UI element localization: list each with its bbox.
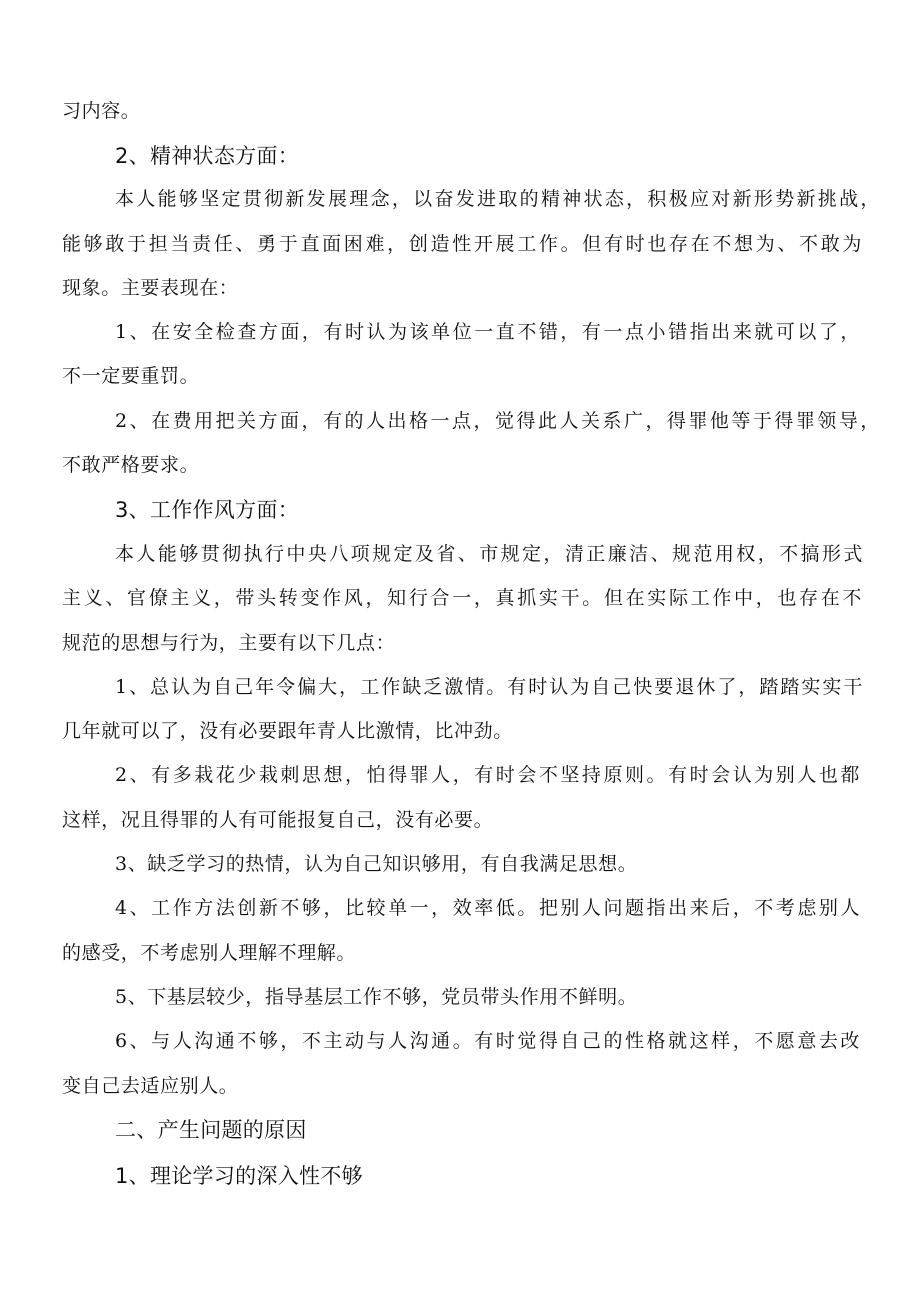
- paragraph-line: 的感受，不考虑别人理解不理解。: [62, 942, 357, 964]
- paragraph-line: 2、有多栽花少栽刺思想，怕得罪人，有时会不坚持原则。有时会认为别人也都: [115, 764, 860, 786]
- paragraph-line: 主义、官僚主义，带头转变作风，知行合一，真抓实干。但在实际工作中，也存在不: [62, 587, 862, 609]
- paragraph-line: 本人能够坚定贯彻新发展理念，以奋发进取的精神状态，积极应对新形势新挑战，: [115, 188, 880, 210]
- section-heading-theory-study: 1、理论学习的深入性不够: [115, 1164, 363, 1188]
- paragraph-line: 能够敢于担当责任、勇于直面困难，创造性开展工作。但有时也存在不想为、不敢为: [62, 233, 862, 255]
- paragraph-line: 不敢严格要求。: [62, 454, 200, 476]
- paragraph-line: 规范的思想与行为，主要有以下几点：: [62, 632, 396, 654]
- paragraph-line: 5、下基层较少，指导基层工作不够，党员带头作用不鲜明。: [115, 986, 638, 1008]
- section-heading-workstyle: 3、工作作风方面：: [115, 498, 300, 522]
- paragraph-line: 4、工作方法创新不够，比较单一，效率低。把别人问题指出来后，不考虑别人: [115, 897, 860, 919]
- paragraph-line: 这样，况且得罪的人有可能报复自己，没有必要。: [62, 809, 494, 831]
- paragraph-line: 1、在安全检查方面，有时认为该单位一直不错，有一点小错指出来就可以了，: [115, 321, 860, 343]
- continuation-line: 习内容。: [62, 100, 141, 122]
- paragraph-line: 几年就可以了，没有必要跟年青人比激情，比冲劲。: [62, 720, 513, 742]
- paragraph-line: 现象。主要表现在：: [62, 277, 239, 299]
- paragraph-line: 6、与人沟通不够，不主动与人沟通。有时觉得自己的性格就这样，不愿意去改: [115, 1030, 860, 1052]
- paragraph-line: 不一定要重罚。: [62, 365, 200, 387]
- paragraph-line: 本人能够贯彻执行中央八项规定及省、市规定，清正廉洁、规范用权，不搞形式: [115, 543, 863, 565]
- paragraph-line: 1、总认为自己年令偏大，工作缺乏激情。有时认为自己快要退休了，踏踏实实干: [115, 676, 863, 698]
- section-heading-spirit: 2、精神状态方面：: [115, 144, 300, 168]
- paragraph-line: 2、在费用把关方面，有的人出格一点，觉得此人关系广，得罪他等于得罪领导，: [115, 410, 880, 432]
- paragraph-line: 变自己去适应别人。: [62, 1075, 239, 1097]
- paragraph-line: 3、缺乏学习的热情，认为自己知识够用，有自我满足思想。: [115, 853, 638, 875]
- chapter-heading-causes: 二、产生问题的原因: [115, 1118, 307, 1142]
